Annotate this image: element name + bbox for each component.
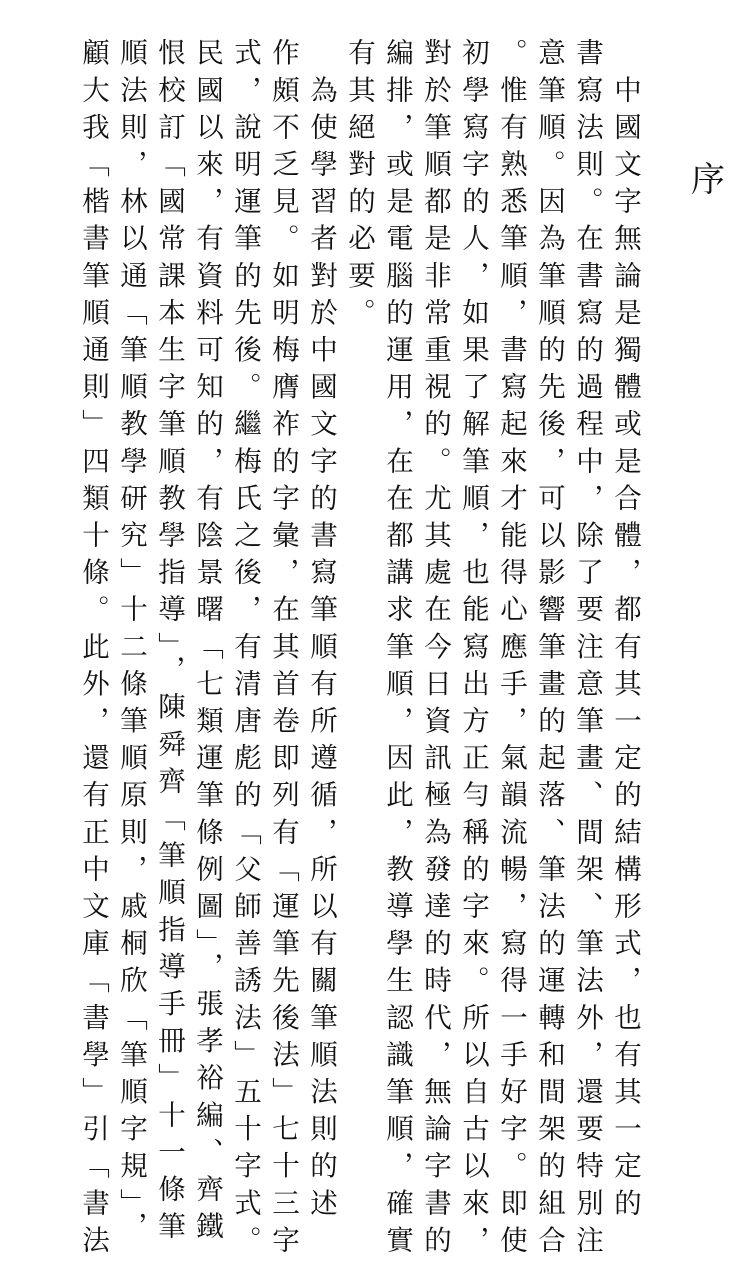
text-column-12: 民國以來，有資料可知的，有陰景曙「七類運筆條例圖」，張孝裕編、齊鐵 [191,38,223,1249]
text-column-7: 編排，或是電腦的運用，在在都講求筆順，因此，教導學生認識筆順，確實 [381,38,413,1262]
text-column-6: 對於筆順都是非常重視的。尤其處在今日資訊極為發達的時代，無論字書的 [419,38,451,1262]
section-title: 序 [691,160,725,200]
text-column-9: 為使學習者對於中國文字的書寫筆順有所遵循，所以有關筆順法則的述 [305,38,337,1226]
text-column-11: 式，說明運筆的先後。繼梅氏之後，有清唐彪的「父師善誘法」五十字式。 [229,38,261,1262]
text-column-15: 顧大我「楷書筆順通則」四類十條。此外，還有正中文庫「書學」引「書法 [77,38,109,1262]
text-column-1: 中國文字無論是獨體或是合體，都有其一定的結構形式，也有其一定的 [609,38,641,1226]
body-text [24,38,641,1262]
text-column-8: 有其絕對的必要。 [343,38,375,335]
text-column-10: 作頗不乏見。如明梅膺祚的字彙，在其首卷即列有「運筆先後法」七十三字 [267,38,299,1262]
text-column-4: 。惟有熟悉筆順，書寫起來才能得心應手，氣韻流暢，寫得一手好字。即使 [495,38,527,1262]
text-column-13: 恨校訂「國常課本生字筆順教學指導」，陳舜齊「筆順指導手冊」十一條筆 [153,38,185,1249]
text-column-14: 順法則，林以通「筆順教學研究」十二條筆順原則，戚桐欣「筆順字規」， [115,38,147,1249]
text-column-2: 書寫法則。在書寫的過程中，除了要注意筆畫、間架、筆法外，還要特別注 [571,38,603,1262]
text-column-5: 初學寫字的人，如果了解筆順，也能寫出方正勻稱的字來。所以自古以來， [457,38,489,1262]
text-column-3: 意筆順。因為筆順的先後，可以影響筆畫的起落、筆法的運轉和間架的組合 [533,38,565,1262]
